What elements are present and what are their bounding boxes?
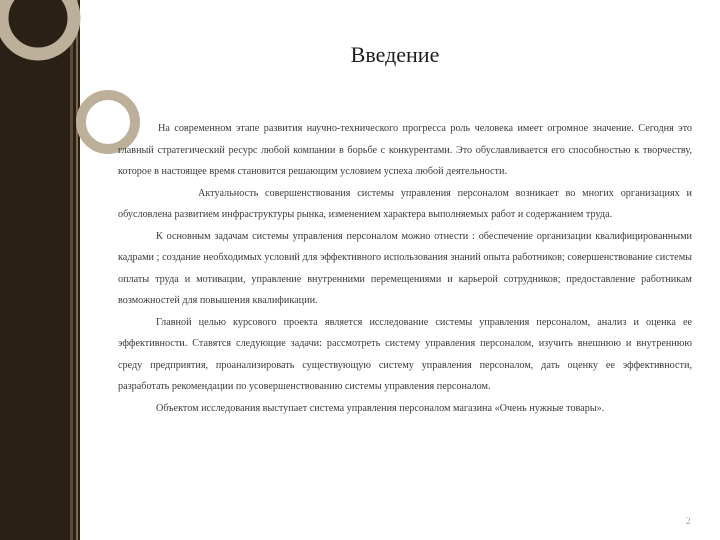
slide-title: Введение — [350, 42, 440, 67]
paragraph-object: Объектом исследования выступает система управления персоналом магазина «Очень нужные товары». — [156, 402, 605, 414]
ring-large — [2, 0, 74, 54]
paragraph-tasks: К основным задачам системы управления персоналом можно отнести : обеспечение организации квалифицированными кадрами ; создание необходимых условий для эффективного использования знаний опыта работников; совершенствование системы оплаты труда и мотивации, управление внутренними перемещениями и карьерой сотрудников; предоставление работникам возможностей для повышения квалификации. — [118, 230, 692, 306]
paragraph-intro: На современном этапе развития научно-технического прогресса роль человека имеет огромное значение. Сегодня это главный стратегический ресурс любой компании в борьбе с конкурентами. Это обуславливается его способностью к творчеству, которое в настоящее время становится решающим условием успеха любой деятельности. — [118, 123, 692, 177]
body-text — [118, 118, 692, 419]
page-number: 2 — [686, 516, 691, 526]
paragraph-relevance: Актуальность совершенствования системы управления персоналом возникает во многих организациях и обусловлена развитием инфраструктуры рынка, изменением характера выполняемых работ и содержанием труда. — [118, 187, 692, 220]
paragraph-goal: Главной целью курсового проекта является исследование системы управления персоналом, анализ и оценка ее эффективности. Ставятся следующие задачи: рассмотреть систему управления персоналом, изучить внешнюю и внутреннюю среду предприятия, проанализировать существующую систему управления персоналом, дать оценку ее эффективности, разработать рекомендации по усовершенствованию системы управления персоналом. — [118, 316, 692, 392]
